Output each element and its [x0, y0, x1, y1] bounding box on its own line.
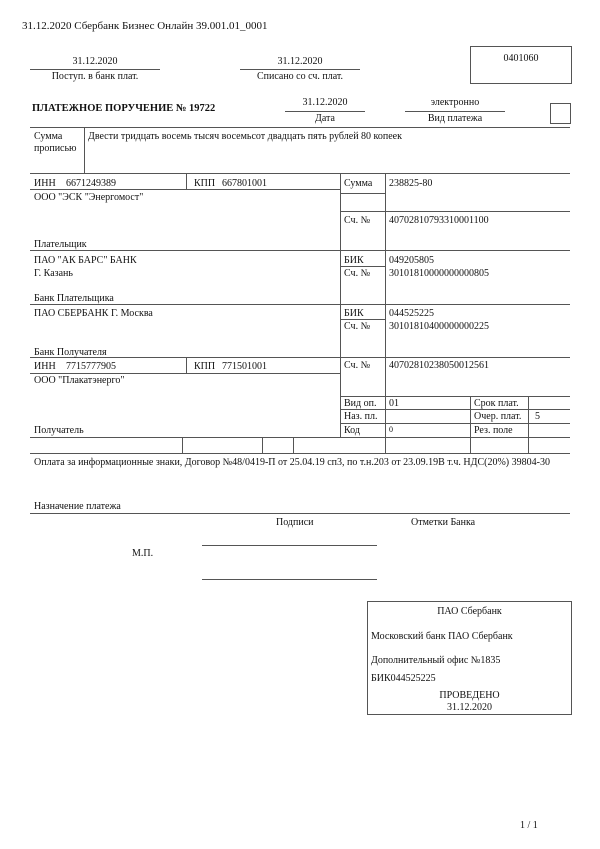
ocher-label: Очер. плат. [474, 411, 522, 422]
payer-name: ООО "ЭСК "Энергомост" [34, 192, 144, 203]
payee-bank-bik-label: БИК [344, 308, 364, 319]
received-date: 31.12.2020 [72, 56, 118, 67]
bank-stamp-line4: БИК044525225 [371, 673, 436, 684]
naz-pl-label: Наз. пл. [344, 411, 378, 422]
debited-date: 31.12.2020 [277, 56, 323, 67]
payer-bank-city: Г. Казань [34, 268, 73, 279]
payer-sum-label: Сумма [344, 178, 373, 189]
purpose-label: Назначение платежа [34, 501, 121, 512]
payee-acc-label: Сч. № [344, 360, 371, 371]
rez-label: Рез. поле [474, 425, 513, 436]
ocher: 5 [535, 411, 540, 422]
purpose-text: Оплата за информационные знаки, Договор №48/0419-П от 25.04.19 сп3, по т.н.203 от 23.09.19В т.ч. НДС(20%) 39804-30 [34, 457, 550, 468]
order-date-label: Дата [315, 113, 335, 124]
payer-bank-acc-label: Сч. № [344, 268, 371, 279]
amount-words: Двести тридцать восемь тысяч восемьсот двадцать пять рублей 80 копеек [88, 131, 402, 142]
bank-stamp-line3: Дополнительный офис №1835 [371, 655, 501, 666]
debited-label: Списано со сч. плат. [256, 71, 344, 82]
bank-stamp-line5: ПРОВЕДЕНО [439, 690, 500, 701]
payee-bank-account: 30101810400000000225 [389, 321, 489, 332]
payer-kpp: 667801001 [222, 178, 267, 189]
received-label: Поступ. в банк плат. [51, 71, 139, 82]
bank-stamp-line1: ПАО Сбербанк [437, 606, 502, 617]
payee-name: ООО "Плакатэнерго" [34, 375, 125, 386]
amount-words-label-1: Сумма [34, 131, 63, 142]
form-code: 0401060 [503, 53, 539, 64]
payer-role-label: Плательщик [34, 239, 87, 250]
payer-bank-account: 30101810000000000805 [389, 268, 489, 279]
vid-op-label: Вид оп. [344, 398, 377, 409]
payer-bank-bik-label: БИК [344, 255, 364, 266]
kod-label: Код [344, 425, 360, 436]
stamp-label: М.П. [132, 548, 154, 559]
payment-kind-label: Вид платежа [427, 113, 483, 124]
document-header: 31.12.2020 Сбербанк Бизнес Онлайн 39.001.01_0001 [22, 20, 268, 32]
payee-bank-acc-label: Сч. № [344, 321, 371, 332]
payer-bank-role-label: Банк Плательщика [34, 293, 114, 304]
payer-bank-bik: 049205805 [389, 255, 434, 266]
order-date: 31.12.2020 [302, 97, 348, 108]
payee-account: 40702810238050012561 [389, 360, 489, 371]
payer-inn: 6671249389 [66, 178, 116, 189]
order-title: ПЛАТЕЖНОЕ ПОРУЧЕНИЕ № 19722 [32, 103, 216, 114]
bank-stamp-line6: 31.12.2020 [447, 702, 492, 713]
payee-bank-name: ПАО СБЕРБАНК Г. Москва [34, 308, 153, 319]
srok-label: Срок плат. [474, 398, 519, 409]
bank-stamp-line2: Московский банк ПАО Сбербанк [371, 631, 513, 642]
mark-box [550, 103, 571, 124]
amount-words-label-2: прописью [34, 143, 77, 154]
payee-kpp: 771501001 [222, 361, 267, 372]
payment-kind: электронно [430, 97, 480, 108]
payee-bank-role-label: Банк Получателя [34, 347, 107, 358]
payer-sum: 238825-80 [389, 178, 433, 189]
payer-inn-label: ИНН [34, 178, 56, 189]
payer-kpp-label: КПП [194, 178, 216, 189]
form-code-box [470, 46, 572, 84]
payee-bank-bik: 044525225 [389, 308, 434, 319]
vid-op: 01 [389, 398, 399, 409]
signatures-label: Подписи [276, 517, 314, 528]
payee-kpp-label: КПП [194, 361, 216, 372]
bank-marks-label: Отметки Банка [411, 517, 476, 528]
payee-inn: 7715777905 [66, 361, 116, 372]
bank-stamp [367, 601, 572, 715]
payee-inn-label: ИНН [34, 361, 56, 372]
payer-account: 40702810793310001100 [389, 215, 489, 226]
kod: 0 [389, 425, 393, 434]
payee-role-label: Получатель [34, 425, 84, 436]
payer-acc-label: Сч. № [344, 215, 371, 226]
page-number: 1 / 1 [520, 820, 538, 831]
payer-bank-name: ПАО "АК БАРС" БАНК [34, 255, 137, 266]
